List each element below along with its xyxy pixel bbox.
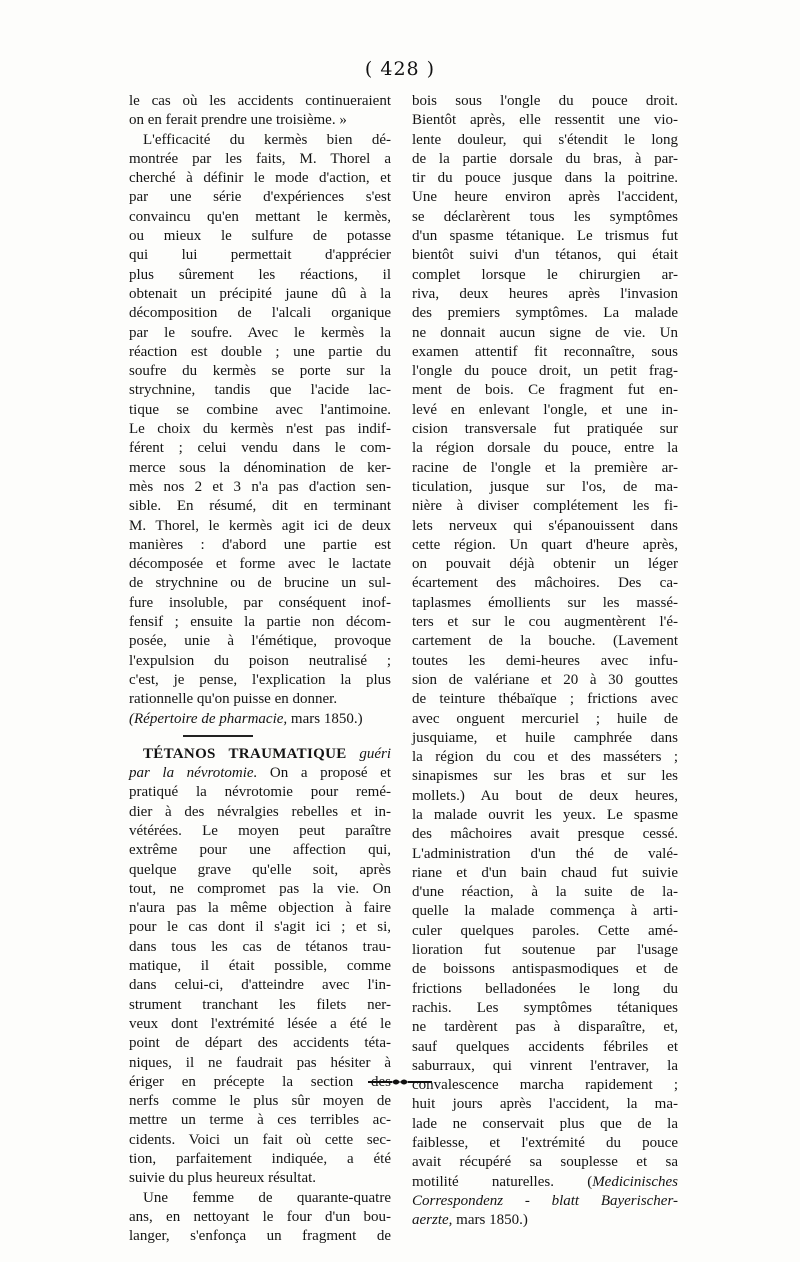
text-line: qui lui permettait d'apprécier [129,247,391,264]
text-line: matique, il était possible, comme [129,958,391,975]
text-line: c'est, je pense, l'explication la plus [129,671,391,688]
text-line: frictions belladonées le long du [412,980,678,997]
text-line: ne donnait aucun signe de vie. Un [412,324,678,341]
source-line: Correspondenz - blatt Bayerischer- [412,1192,678,1209]
text-line: cision transversale fut pratiquée sur [412,421,678,438]
text-line: des premiers symptômes. La malade [412,305,678,322]
text-fragment: motilité naturelles. ( [412,1173,593,1190]
citation-date: mars 1850.) [287,710,363,727]
text-line: d'un spasme tétanique. Le trismus fut [412,228,678,245]
text-line: tout, ne compromet pas la vie. On [129,880,391,897]
text-line: lets nerveux qui s'épanouissent dans [412,517,678,534]
text-line: fure insoluble, par conséquent inof- [129,594,391,611]
text-line: M. Thorel, le kermès agit ici de deux [129,517,391,534]
text-line: lade ne conservait plus que de la [412,1115,678,1132]
text-line: on pouvait déjà obtenir un léger [412,556,678,573]
text-line: l'ongle du pouce droit, un petit frag- [412,363,678,380]
text-line: toutes les demi-heures avec infu- [412,652,678,669]
text-line: des mâchoires avait presque cessé. [412,826,678,843]
text-line: L'administration d'un thé de valé- [412,845,678,862]
right-column [412,92,678,1231]
text-line: ans, en nettoyant le four d'un bou- [129,1208,391,1225]
text-line: se déclarèrent tous les symptômes [412,208,678,225]
paragraph-case-continued [412,92,678,1173]
source-title: aerzte, [412,1212,453,1229]
text-line: on en ferait prendre une troisième. » [129,112,347,129]
text-line: suivie du plus heureux résultat. [129,1170,317,1187]
text-line: levé en enlevant l'ongle, et une in- [412,401,678,418]
text-line: taplasmes émollients sur les massé- [412,594,678,611]
text-line: l'expulsion du poison neutralisé ; [129,652,391,669]
text-line: quelle la malade commença à arti- [412,903,678,920]
text-line: de strychnine ou de brucine un sul- [129,575,391,592]
text-line: fensif ; ensuite la partie non décom- [129,614,391,631]
text-line: le cas où les accidents continueraient [129,93,391,109]
paragraph-kermes [129,131,391,710]
text-line: ment de bois. Ce fragment fut en- [412,382,678,399]
text-line: dans tous les cas de tétanos trau- [129,938,391,955]
text-line: la malade ouvrit les yeux. Le spasme [412,806,678,823]
text-line: complet lorsque le chirurgien ar- [412,266,678,283]
source-date: mars 1850.) [452,1212,528,1229]
text-line: niques, il ne faudrait pas hésiter à [129,1054,391,1071]
text-line: vétérées. Le moyen peut paraître [129,822,391,839]
text-line: jusquiame, et huile camphrée dans [412,729,678,746]
text-line: de la partie dorsale du bras, à par- [412,150,678,167]
text-line: avec onguent mercuriel ; huile de [412,710,678,727]
text-line: sinapismes sur les bras et sur les [412,768,678,785]
text-line: plus sûrement les réactions, il [129,266,391,283]
text-line: lente douleur, qui s'étendit le long [412,131,678,148]
section-rule [183,735,253,737]
text-line: riane et d'un bain chaud fut suivie [412,864,678,881]
text-fragment: On a proposé et [257,765,391,782]
citation-line [129,710,391,729]
text-line: convaincu qu'en mettant le kermès, [129,208,391,225]
section-heading-line [129,745,391,764]
text-line: saburraux, qui vinrent l'entraver, la [412,1057,678,1074]
text-line: n'aura pas la même objection à faire [129,900,391,917]
text-line: strument tranchant les filets ner- [129,996,391,1013]
text-line: rachis. Les symptômes tétaniques [412,999,678,1016]
text-line: dans celui-ci, d'atteindre avec l'in- [129,977,391,994]
section-heading: TÉTANOS TRAUMATIQUE [143,745,347,762]
text-line: nière à diviser complétement les fi- [412,498,678,515]
text-line: veux dont l'extrémité lésée a été le [129,1015,391,1032]
text-line: obtenait un précipité jaune dû à la [129,285,391,302]
text-line: sible. En résumé, dit en terminant [129,498,391,515]
paragraph-case [129,1189,391,1247]
text-line: examen attentif fit reconnaître, sous [412,343,678,360]
text-line [129,764,391,783]
text-line: racine de l'ongle et la première ar- [412,459,678,476]
text-line: cidents. Voici un fait où cette sec- [129,1131,391,1148]
text-line: quelque grave qu'elle soit, après [129,861,391,878]
text-line: décomposée et forme avec le lactate [129,556,391,573]
text-line: huit jours après l'accident, la ma- [412,1096,678,1113]
text-line: soufre du kermès se porte sur la [129,363,391,380]
text-line: bois sous l'ongle du pouce droit. [412,93,678,109]
text-line: sauf quelques accidents fébriles et [412,1038,678,1055]
text-line: rationnelle qu'on puisse en donner. [129,691,338,708]
text-line: réaction est double ; une partie du [129,343,391,360]
text-line: pratiqué la névrotomie pour remé- [129,784,391,801]
text-line: sion de valériane et 20 à 30 gouttes [412,671,678,688]
text-line: avait récupéré sa souplesse et sa [412,1154,678,1171]
text-line: faiblesse, et l'extrémité du pouce [412,1135,678,1152]
section-heading-italic: guéri [346,745,391,762]
text-line: dier à des névralgies rebelles et in- [129,803,391,820]
text-line: de boissons antispasmodiques et de [412,961,678,978]
text-line: bientôt suivi d'un tétanos, qui était [412,247,678,264]
text-line: la région dorsale du pouce, entre la [412,440,678,457]
text-line: L'efficacité du kermès bien dé- [143,131,391,148]
text-line: strychnine, tandis que l'acide lac- [129,382,391,399]
text-line: cartement de la bouche. (Lavement [412,633,678,650]
text-line: décomposition de l'alcali organique [129,305,391,322]
text-line: Une heure environ après l'accident, [412,189,678,206]
citation-source: (Répertoire de pharmacie, [129,710,288,727]
text-line: Bientôt après, elle ressentit une vio- [412,112,678,129]
text-line: ticulation, jusque sur l'os, de ma- [412,478,678,495]
text-line: merce sous la dénomination de ker- [129,459,391,476]
text-line: montrée par les faits, M. Thorel a [129,150,391,167]
text-line: cherché à définir le mode d'action, et [129,170,391,187]
left-column [129,92,391,1247]
text-line: ériger en précepte la section des [129,1073,391,1090]
text-line: mollets.) Au bout de deux heures, [412,787,678,804]
text-line: mès nos 2 et 3 n'a pas d'action sen- [129,478,391,495]
text-line: posée, unie à l'émétique, provoque [129,633,391,650]
text-line: culer quelques paroles. Cette amé- [412,922,678,939]
text-line: de teinture thébaïque ; frictions avec [412,691,678,708]
text-line: extrême pour une affection qui, [129,842,391,859]
text-line: ters et sur le cou augmentèrent l'é- [412,614,678,631]
paragraph-nevrotomie [129,783,391,1188]
text-line: manières : d'abord une partie est [129,536,391,553]
text-line: nerfs comme le plus sûr moyen de [129,1093,391,1110]
text-line: la région du cou et des masséters ; [412,749,678,766]
source-line [412,1211,678,1230]
text-line: Une femme de quarante-quatre [143,1189,391,1206]
text-line: écartement des mâchoires. Des ca- [412,575,678,592]
section-subtitle: par la névrotomie. [129,765,258,782]
source-title: Medicinisches [592,1173,678,1190]
text-line: convalescence marcha rapidement ; [412,1077,678,1094]
text-line: mettre un terme à ces terribles ac- [129,1112,391,1129]
text-line: tion, parfaitement indiquée, a été [129,1151,391,1168]
text-line: par le soufre. Avec le kermès la [129,324,391,341]
text-line: Le choix du kermès n'est pas indif- [129,421,391,438]
text-line: ne tardèrent pas à disparaître, et, [412,1019,678,1036]
page-number: ( 428 ) [364,58,436,80]
text-line: langer, s'enfonça un fragment de [129,1228,391,1245]
text-line: pour le cas dont il s'agit ici ; et si, [129,919,391,936]
end-ornament-icon [368,1076,432,1088]
text-line: riva, deux heures après l'invasion [412,285,678,302]
text-line: point de départ des accidents téta- [129,1035,391,1052]
text-line [412,1173,678,1192]
text-line: par une série d'expériences s'est [129,189,391,206]
text-line: tique se combine avec l'antimoine. [129,401,391,418]
text-line: cette région. Un quart d'heure après, [412,536,678,553]
text-line: férent ; celui vendu dans le com- [129,440,391,457]
text-line: ou mieux le sulfure de potasse [129,228,391,245]
text-line: lioration fut soutenue par l'usage [412,942,678,959]
text-line: d'une réaction, à la suite de la- [412,884,678,901]
text-line: tir du pouce jusque dans la poitrine. [412,170,678,187]
